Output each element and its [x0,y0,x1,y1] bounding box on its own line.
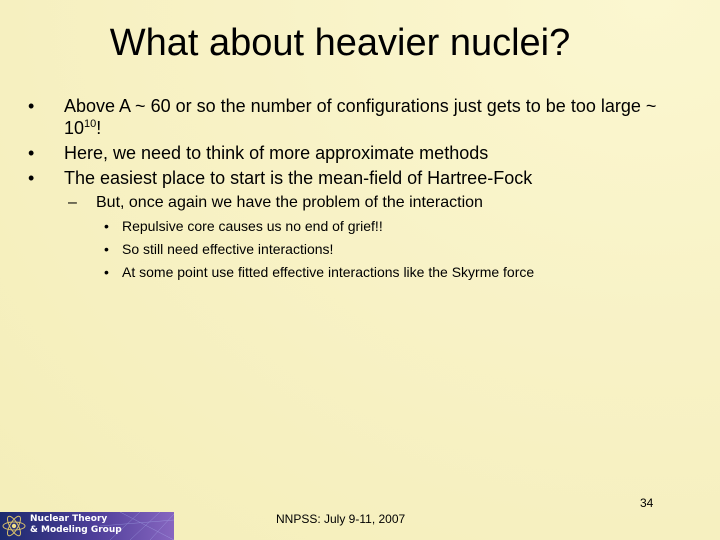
slide-content [28,95,688,286]
bullet-text: Above A ~ 60 or so the number of configurations just gets to be too large ~ 10 [64,96,657,138]
logo-line-2: & Modeling Group [30,525,122,535]
bullet-marker: • [104,241,109,257]
logo-text [30,514,122,536]
bullet-item [28,167,688,189]
sub-sub-bullet-item [28,217,688,235]
bullet-text: Here, we need to think of more approximate methods [64,143,489,163]
sub-bullet-text: But, once again we have the problem of the interaction [96,194,483,211]
slide-title: What about heavier nuclei? [109,22,571,64]
sub-sub-bullet-text: At some point use fitted effective interactions like the Skyrme force [122,264,535,280]
sub-sub-bullet-text: Repulsive core causes us no end of grief!! [122,218,383,234]
page-number: 34 [640,496,654,510]
atom-icon [3,514,25,537]
sub-sub-bullet-text: So still need effective interactions! [122,241,334,257]
bullet-marker: • [28,168,35,188]
footer-text: NNPSS: July 9-11, 2007 [276,512,406,526]
bullet-text-end: ! [96,118,102,138]
sub-sub-bullet-item [28,240,688,258]
bullet-text: The easiest place to start is the mean-field of Hartree-Fock [64,168,533,188]
sub-bullet-item [28,193,688,213]
bullet-item [28,142,688,164]
bullet-superscript: 10 [84,118,97,130]
group-logo [0,512,174,540]
sub-sub-bullet-item [28,263,688,281]
bullet-marker: • [104,264,109,280]
bullet-item [28,95,688,139]
logo-line-1: Nuclear Theory [30,514,108,524]
dash-marker: – [68,194,77,211]
bullet-marker: • [28,143,35,163]
bullet-marker: • [104,218,109,234]
bullet-marker: • [28,96,35,116]
